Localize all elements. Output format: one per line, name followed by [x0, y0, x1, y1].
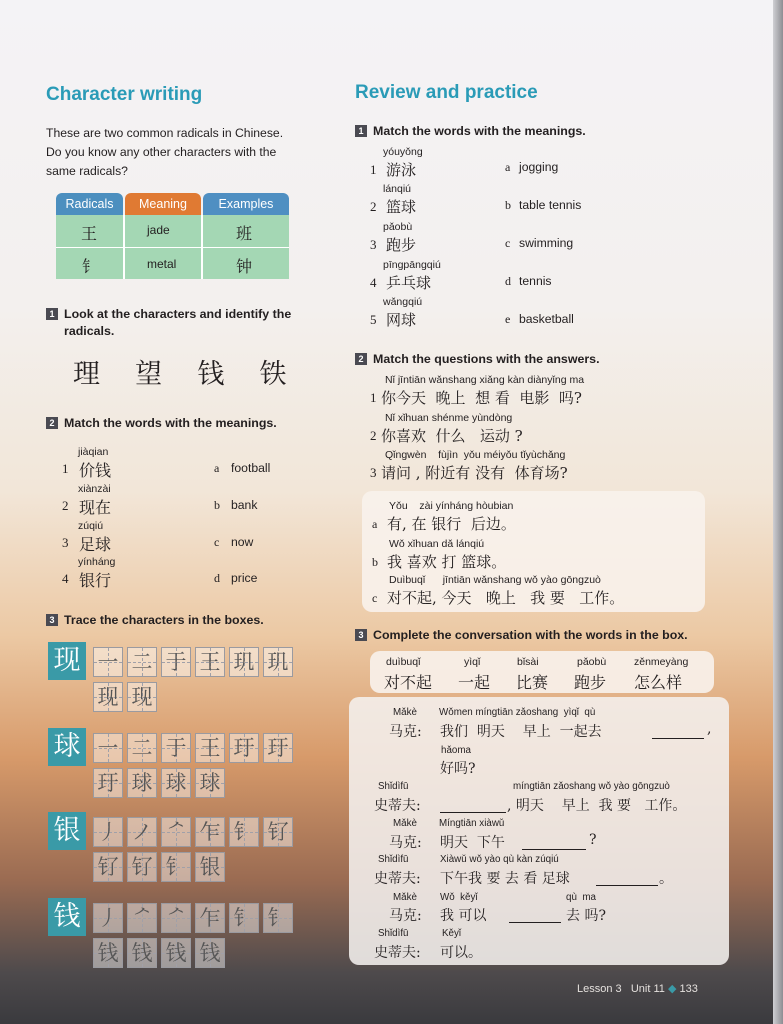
- answer-letter: b: [372, 555, 378, 569]
- meaning-text: jogging: [519, 160, 559, 174]
- right-q2-heading: [355, 351, 600, 368]
- answer-pinyin: Yǒu zài yínháng hòubian: [389, 500, 514, 512]
- item-number: 1: [370, 162, 377, 177]
- speaker-name: 马克:: [389, 724, 422, 740]
- item-pinyin: zúqiú: [78, 520, 104, 532]
- meaning-text: football: [231, 461, 271, 475]
- trace-stroke-character: 王: [199, 736, 221, 760]
- item-number: 4: [370, 275, 377, 290]
- question-pinyin: Nǐ xǐhuan shénme yùndòng: [385, 412, 513, 424]
- speaker-name: 史蒂夫:: [374, 871, 421, 887]
- meaning-text: basketball: [519, 312, 574, 326]
- item-hanzi: 乒乓球: [386, 274, 432, 292]
- question-number: 3: [355, 629, 367, 641]
- trace-stroke-character: 于: [165, 650, 187, 674]
- left-q3-heading: [46, 612, 264, 629]
- question-text: Trace the characters in the boxes.: [64, 613, 264, 627]
- item-hanzi: 价钱: [79, 461, 112, 480]
- trace-box: [195, 852, 225, 882]
- trace-stroke-character: 丿: [97, 906, 119, 930]
- item-pinyin: jiàqian: [78, 446, 109, 458]
- dialogue-text: 可以。: [440, 945, 482, 961]
- answer-hanzi: 我 喜欢 打 篮球。: [387, 553, 507, 571]
- trace-stroke-character: 一: [97, 736, 119, 760]
- dialogue-text: 明天 下午: [440, 835, 505, 851]
- trace-stroke-character: 钌: [97, 855, 119, 879]
- trace-box: [161, 938, 191, 968]
- item-hanzi: 银行: [79, 571, 112, 590]
- trace-model-character: 球: [48, 728, 86, 766]
- item-number: 2: [370, 199, 377, 214]
- question-number: 1: [370, 390, 377, 405]
- footer-page-number: 133: [679, 983, 698, 995]
- page-footer: [577, 982, 698, 995]
- trace-box: [93, 903, 123, 933]
- meaning-letter: a: [505, 160, 511, 174]
- footer-diamond-icon: ◆: [667, 983, 677, 995]
- word-box-pinyin: duìbuqǐ: [386, 656, 421, 668]
- question-text: Look at the characters and identify the radicals.: [64, 307, 292, 338]
- right-q3-heading: [355, 627, 688, 644]
- meaning-letter: c: [214, 535, 220, 549]
- item-pinyin: xiànzài: [78, 483, 111, 495]
- item-hanzi: 篮球: [386, 198, 417, 216]
- trace-stroke-character: 乍: [199, 820, 221, 844]
- trace-box: [127, 682, 157, 712]
- trace-box: [93, 852, 123, 882]
- trace-box: [161, 852, 191, 882]
- dialogue-pinyin: qù ma: [566, 892, 596, 903]
- word-box-pinyin: yìqǐ: [464, 656, 481, 668]
- dialogue-punctuation: ,: [707, 721, 712, 737]
- trace-stroke-character: 银: [199, 855, 221, 879]
- table-cell-meaning: metal: [147, 257, 177, 271]
- trace-stroke-character: 钅: [233, 906, 255, 930]
- speaker-name: 史蒂夫:: [374, 798, 421, 814]
- item-hanzi: 网球: [386, 311, 417, 329]
- speaker-name: 马克:: [389, 908, 422, 924]
- dialogue-pinyin: Wǒmen míngtiān zǎoshang yìqǐ qù: [439, 707, 596, 718]
- left-q2-heading: [46, 415, 277, 432]
- trace-box: [263, 733, 293, 763]
- question-hanzi: 你今天 晚上 想 看 电影 吗?: [381, 389, 582, 407]
- trace-box: [93, 733, 123, 763]
- dialogue-text: , 明天 早上 我 要 工作。: [507, 798, 687, 814]
- speaker-pinyin: Shǐdìfū: [378, 854, 409, 865]
- trace-box: [127, 903, 157, 933]
- question-text: Match the words with the meanings.: [373, 124, 586, 138]
- meaning-text: table tennis: [519, 198, 582, 212]
- trace-box: [195, 647, 225, 677]
- answer-blank: [440, 796, 506, 813]
- item-pinyin: lánqiú: [383, 183, 412, 195]
- question-text: Match the words with the meanings.: [64, 416, 277, 430]
- dialogue-punctuation: 。: [659, 871, 673, 887]
- trace-stroke-character: 钱: [97, 941, 119, 965]
- item-number: 5: [370, 312, 377, 327]
- trace-stroke-character: 钌: [267, 820, 289, 844]
- trace-stroke-character: 玗: [233, 736, 255, 760]
- meaning-letter: c: [505, 236, 511, 250]
- answer-pinyin: Duìbuqǐ jīntiān wǎnshang wǒ yào gōngzuò: [389, 574, 601, 586]
- question-number: 1: [355, 125, 367, 137]
- item-pinyin: yóuyǒng: [383, 146, 423, 158]
- meaning-letter: d: [505, 274, 511, 288]
- word-box-hanzi: 怎么样: [634, 673, 683, 692]
- question-number: 3: [370, 465, 377, 480]
- table-header-examples: Examples: [203, 193, 289, 215]
- dialogue-pinyin: Xiàwǔ wǒ yào qù kàn zúqiú: [440, 854, 559, 865]
- meaning-text: bank: [231, 498, 258, 512]
- right-section-title: Review and practice: [355, 82, 538, 103]
- meaning-letter: d: [214, 571, 220, 585]
- radical-practice-characters: 理 望 钱 铁: [73, 359, 293, 390]
- trace-stroke-character: 玑: [233, 650, 255, 674]
- table-cell-meaning: jade: [147, 223, 170, 237]
- trace-box: [195, 733, 225, 763]
- question-number: 1: [46, 308, 58, 320]
- question-pinyin: Qǐngwèn fùjìn yǒu méiyǒu tǐyùchǎng: [385, 449, 566, 461]
- radicals-table: [56, 193, 289, 279]
- answer-blank: [652, 722, 704, 739]
- footer-lesson: Lesson 3: [577, 983, 622, 995]
- footer-unit: Unit 11: [630, 983, 665, 995]
- dialogue-pinyin: hǎoma: [441, 745, 471, 756]
- trace-model-character: 现: [48, 642, 86, 680]
- left-q1-heading: [46, 306, 301, 340]
- answer-pinyin: Wǒ xǐhuan dǎ lánqiú: [389, 538, 485, 550]
- trace-stroke-character: 玑: [267, 650, 289, 674]
- trace-box: [127, 733, 157, 763]
- dialogue-text: 我 可以: [440, 908, 487, 924]
- trace-box: [93, 768, 123, 798]
- item-number: 3: [370, 237, 377, 252]
- table-cell-example: 钟: [236, 257, 253, 276]
- item-number: 2: [62, 498, 69, 513]
- trace-stroke-character: ᄼ: [131, 906, 153, 930]
- item-pinyin: pīngpāngqiú: [383, 259, 441, 271]
- answer-letter: a: [372, 517, 378, 531]
- book-spine-edge: [773, 0, 783, 1024]
- trace-stroke-character: 球: [165, 771, 187, 795]
- trace-box: [229, 733, 259, 763]
- trace-box: [229, 647, 259, 677]
- meaning-text: now: [231, 535, 254, 549]
- meaning-text: tennis: [519, 274, 552, 288]
- question-hanzi: 你喜欢 什么 运动 ?: [381, 427, 523, 445]
- answer-letter: c: [372, 591, 378, 605]
- dialogue-pinyin: míngtiān zǎoshang wǒ yào gōngzuò: [513, 781, 670, 792]
- trace-box: [127, 852, 157, 882]
- question-text: Match the questions with the answers.: [373, 352, 600, 366]
- dialogue-pinyin: Míngtiān xiàwǔ: [439, 818, 505, 829]
- item-hanzi: 足球: [79, 535, 112, 554]
- trace-box: [229, 817, 259, 847]
- dialogue-text: 下午我 要 去 看 足球: [440, 871, 570, 887]
- table-body: [56, 215, 289, 279]
- meaning-text: price: [231, 571, 258, 585]
- answer-blank: [509, 906, 561, 923]
- meaning-letter: a: [214, 461, 220, 475]
- trace-stroke-character: 于: [165, 736, 187, 760]
- item-hanzi: 游泳: [386, 161, 417, 179]
- trace-stroke-character: ᄼ: [165, 906, 187, 930]
- trace-stroke-character: 钱: [165, 941, 187, 965]
- item-hanzi: 跑步: [386, 236, 417, 254]
- trace-model-character: 银: [48, 812, 86, 850]
- item-number: 4: [62, 571, 69, 586]
- item-pinyin: yínháng: [78, 556, 116, 568]
- speaker-pinyin: Shǐdìfū: [378, 928, 409, 939]
- speaker-pinyin: Mǎkè: [393, 892, 417, 903]
- trace-model-character: 钱: [48, 898, 86, 936]
- trace-box: [195, 903, 225, 933]
- trace-stroke-character: 玗: [97, 771, 119, 795]
- trace-box: [127, 817, 157, 847]
- dialogue-pinyin: Wǒ kěyǐ: [440, 892, 478, 903]
- item-number: 3: [62, 535, 69, 550]
- trace-box: [127, 647, 157, 677]
- trace-box: [263, 647, 293, 677]
- trace-box: [161, 733, 191, 763]
- item-hanzi: 现在: [79, 498, 112, 517]
- table-header-meaning: Meaning: [125, 193, 201, 215]
- trace-stroke-character: 王: [199, 650, 221, 674]
- word-box-pinyin: zěnmeyàng: [634, 656, 689, 668]
- trace-stroke-character: 玗: [267, 736, 289, 760]
- trace-stroke-character: 钱: [199, 941, 221, 965]
- answer-blank: [596, 869, 658, 886]
- meaning-text: swimming: [519, 236, 574, 250]
- trace-stroke-character: ノ: [131, 820, 153, 844]
- dialogue-pinyin: Kěyǐ: [442, 928, 462, 939]
- left-section-title: Character writing: [46, 84, 203, 105]
- trace-box: [93, 682, 123, 712]
- trace-box: [127, 938, 157, 968]
- speaker-pinyin: Shǐdìfū: [378, 781, 409, 792]
- word-box-pinyin: bǐsài: [517, 656, 539, 668]
- table-header-radicals: Radicals: [56, 193, 123, 215]
- question-pinyin: Nǐ jīntiān wǎnshang xiǎng kàn diànyǐng ma: [385, 374, 585, 386]
- trace-box: [93, 817, 123, 847]
- trace-stroke-character: 球: [131, 771, 153, 795]
- speaker-name: 史蒂夫:: [374, 945, 421, 961]
- trace-stroke-character: 二: [131, 650, 153, 674]
- trace-box: [263, 903, 293, 933]
- trace-stroke-character: 乍: [199, 906, 221, 930]
- word-box-hanzi: 跑步: [574, 673, 607, 692]
- meaning-letter: b: [505, 198, 511, 212]
- trace-box: [161, 647, 191, 677]
- question-hanzi: 请问 , 附近有 没有 体育场?: [381, 464, 568, 482]
- answer-blank: [522, 833, 586, 850]
- table-cell-radical: 王: [81, 224, 98, 243]
- dialogue-text: 我们 明天 早上 一起去: [440, 724, 602, 740]
- word-box-hanzi: 比赛: [516, 673, 549, 692]
- word-box-hanzi: 一起: [458, 673, 491, 692]
- speaker-name: 马克:: [389, 835, 422, 851]
- question-number: 3: [46, 614, 58, 626]
- trace-stroke-character: ᄼ: [165, 820, 187, 844]
- item-number: 1: [62, 461, 69, 476]
- answer-hanzi: 有, 在 银行 后边。: [387, 515, 516, 533]
- trace-box: [127, 768, 157, 798]
- trace-box: [161, 903, 191, 933]
- question-text: Complete the conversation with the words in the box.: [373, 628, 688, 642]
- table-cell-example: 班: [236, 224, 253, 243]
- item-pinyin: pǎobù: [383, 221, 413, 233]
- dialogue-punctuation: ?: [589, 832, 597, 848]
- word-box-hanzi: 对不起: [384, 673, 433, 692]
- trace-stroke-character: 现: [131, 685, 153, 709]
- trace-box: [161, 768, 191, 798]
- dialogue-text: 好吗?: [440, 761, 476, 777]
- right-q1-heading: [355, 123, 586, 140]
- trace-stroke-character: 钅: [267, 906, 289, 930]
- speaker-pinyin: Mǎkè: [393, 818, 417, 829]
- trace-box: [195, 768, 225, 798]
- trace-stroke-character: 球: [199, 771, 221, 795]
- left-intro-text: These are two common radicals in Chinese. Do you know any other characters with the same radicals?: [46, 126, 284, 178]
- meaning-letter: b: [214, 498, 220, 512]
- trace-stroke-character: 钌: [131, 855, 153, 879]
- dialogue-text: 去 吗?: [566, 908, 606, 924]
- table-cell-radical: 钅: [82, 257, 99, 276]
- trace-stroke-character: 钅: [233, 820, 255, 844]
- trace-box: [93, 647, 123, 677]
- trace-box: [161, 817, 191, 847]
- trace-stroke-character: 丿: [97, 820, 119, 844]
- meaning-letter: e: [505, 312, 511, 326]
- trace-box: [195, 817, 225, 847]
- question-number: 2: [46, 417, 58, 429]
- trace-box: [195, 938, 225, 968]
- item-pinyin: wǎngqiú: [383, 296, 423, 308]
- trace-stroke-character: 一: [97, 650, 119, 674]
- word-box-pinyin: pǎobù: [577, 656, 607, 668]
- trace-box: [263, 817, 293, 847]
- trace-stroke-character: 现: [97, 685, 119, 709]
- question-number: 2: [370, 428, 377, 443]
- trace-box: [93, 938, 123, 968]
- trace-box: [229, 903, 259, 933]
- trace-stroke-character: 钱: [131, 941, 153, 965]
- trace-stroke-character: 钅: [165, 855, 187, 879]
- trace-stroke-character: 二: [131, 736, 153, 760]
- question-number: 2: [355, 353, 367, 365]
- speaker-pinyin: Mǎkè: [393, 707, 417, 718]
- answer-hanzi: 对不起, 今天 晚上 我 要 工作。: [387, 589, 625, 607]
